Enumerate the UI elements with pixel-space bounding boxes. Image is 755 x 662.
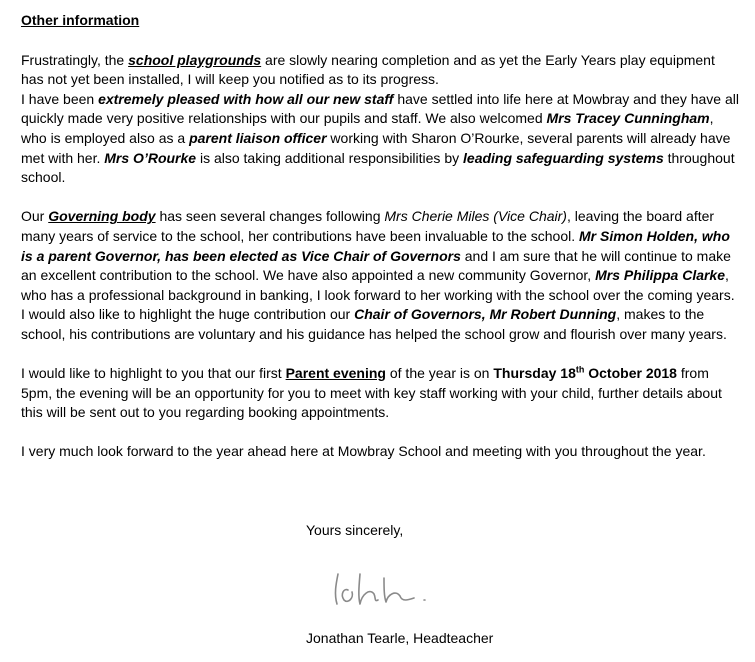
paragraph-closing-remarks: I very much look forward to the year ahead here at Mowbray School and meeting with you throughout the year. (21, 443, 706, 460)
text: are slowly nearing completion and as yet the Early Years play equipment has not yet been installed, I will keep you notified as to its progress. (21, 51, 715, 88)
paragraph-spacer (21, 423, 741, 443)
text: working with Sharon O’Rourke, several parents will already have met with her. (21, 129, 731, 166)
emphasis-chair-of-governors: Chair of Governors, Mr Robert Dunning (354, 306, 617, 323)
emphasis-parent-evening: Parent evening (285, 365, 386, 382)
date-ordinal: th (575, 364, 585, 375)
text: has seen several changes following (155, 208, 385, 225)
emphasis-school-playgrounds: school playgrounds (128, 51, 262, 68)
date-day: Thursday 18 (493, 365, 576, 382)
text: , who is employed also as a (21, 110, 714, 146)
paragraph-parent-evening (21, 364, 741, 423)
emphasis-philippa-clarke: Mrs Philippa Clarke (595, 267, 726, 284)
text: , who has a professional background in banking, I look forward to her working with the school over the coming years. I would also like to highlight the huge contribution our (21, 267, 735, 323)
paragraph-spacer (21, 345, 741, 365)
text: , leaving the board after many years of service to the school, her contributions have been invaluable to the school. (21, 208, 715, 244)
paragraph-governing-body (21, 207, 741, 344)
text: have settled into life here at Mowbray and they have all quickly made very positive relationships with our pupils and staff. We also welcomed (21, 90, 739, 127)
date-month-year: October 2018 (584, 365, 677, 382)
emphasis-simon-holden: Mr Simon Holden, who is a parent Governor, has been elected as Vice Chair of Governors (21, 227, 730, 264)
signoff-name: Jonathan Tearle, Headteacher (306, 630, 494, 646)
text: of the year is on (385, 365, 494, 382)
text: Our (21, 208, 49, 225)
paragraph-new-staff (21, 90, 741, 188)
emphasis-mrs-orourke: Mrs O’Rourke (104, 149, 197, 166)
section-heading: Other information (21, 12, 140, 28)
letter-body (21, 11, 741, 462)
paragraph-spacer (21, 188, 741, 208)
text: and I am sure that he will continue to make an excellent contribution to the school. We have also appointed a new community Governor, (21, 247, 731, 284)
text: is also taking additional responsibilities by (196, 149, 464, 166)
text: , makes to the school, his contributions are voluntary and his guidance has helped the school grow and flourish over many years. (21, 306, 727, 342)
text: I would like to highlight to you that our first (21, 365, 286, 382)
paragraph-playgrounds (21, 51, 741, 90)
text: throughout school. (21, 149, 735, 186)
emphasis-tracey-cunningham: Mrs Tracey Cunningham (546, 110, 710, 127)
closing-salutation: Yours sincerely, (306, 522, 404, 538)
emphasis-safeguarding: leading safeguarding systems (463, 149, 664, 166)
text: from 5pm, the evening will be an opportunity for you to meet with key staff working with your child, further details about this will be sent out to you regarding booking appointments. (21, 365, 722, 421)
text: Frustratingly, the (21, 51, 129, 68)
emphasis-parent-liaison: parent liaison officer (189, 129, 327, 146)
text: I have been (21, 90, 99, 107)
emphasis-new-staff: extremely pleased with how all our new staff (98, 90, 394, 107)
emphasis-governing-body: Governing body (48, 208, 156, 225)
handwritten-signature (326, 560, 446, 616)
emphasis-cherie-miles: Mrs Cherie Miles (Vice Chair) (384, 208, 567, 225)
